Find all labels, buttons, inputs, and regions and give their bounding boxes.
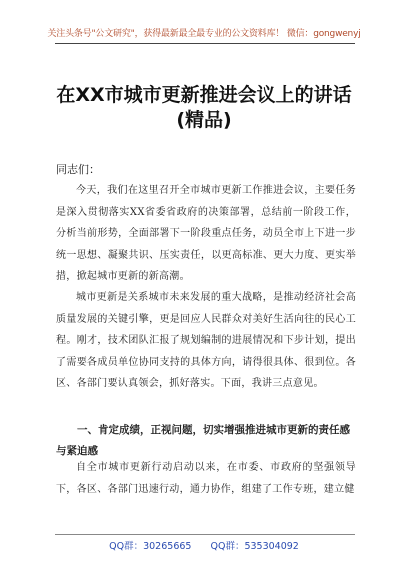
title-line-2: (精品)	[176, 109, 232, 131]
page-footer	[0, 538, 408, 552]
body-paragraph-1: 今天，我们在这里召开全市城市更新工作推进会议，主要任务是深入贯彻落实XX省委省政府的决策部署，总结前一阶段工作，分析当前形势，全面部署下一阶段重点任务，动员全市上下进一步统一思想、凝聚共识、压实责任，以更高标准、更大力度、更实举措，掀起城市更新的新高潮。	[56, 185, 356, 282]
page-header	[0, 0, 408, 50]
header-promo-text: 关注头条号"公文研究"，获得最新最全最专业的公文资料库！ 微信：gongwenyj	[47, 29, 361, 39]
salutation: 同志们：	[56, 163, 100, 176]
body-paragraph-2: 城市更新是关系城市未来发展的重大战略，是推动经济社会高质量发展的关键引擎，更是回应人民群众对美好生活向往的民心工程。刚才，技术团队汇报了规划编制的进展情况和下步计划，提出了需要各成员单位协同支持的具体方向，请得很具体、很到位。各区、各部门要认真领会，抓好落实。下面，我讲三点意见。	[56, 292, 356, 389]
footer-qq-group-2: QQ群：535304092	[210, 541, 299, 552]
document-title	[0, 83, 408, 133]
section-heading-1: 一、肯定成绩，正视问题，切实增强推进城市更新的责任感与紧迫感	[56, 424, 350, 457]
body-paragraph-3: 自全市城市更新行动启动以来，在市委、市政府的坚强领导下，各区、各部门迅速行动，通力协作，组建了工作专班，建立健	[56, 462, 356, 495]
header-divider	[55, 43, 355, 44]
title-line-1: 在XX市城市更新推进会议上的讲话	[56, 84, 352, 106]
footer-qq-group-1: QQ群：30265665	[109, 541, 192, 552]
footer-divider	[55, 534, 355, 535]
